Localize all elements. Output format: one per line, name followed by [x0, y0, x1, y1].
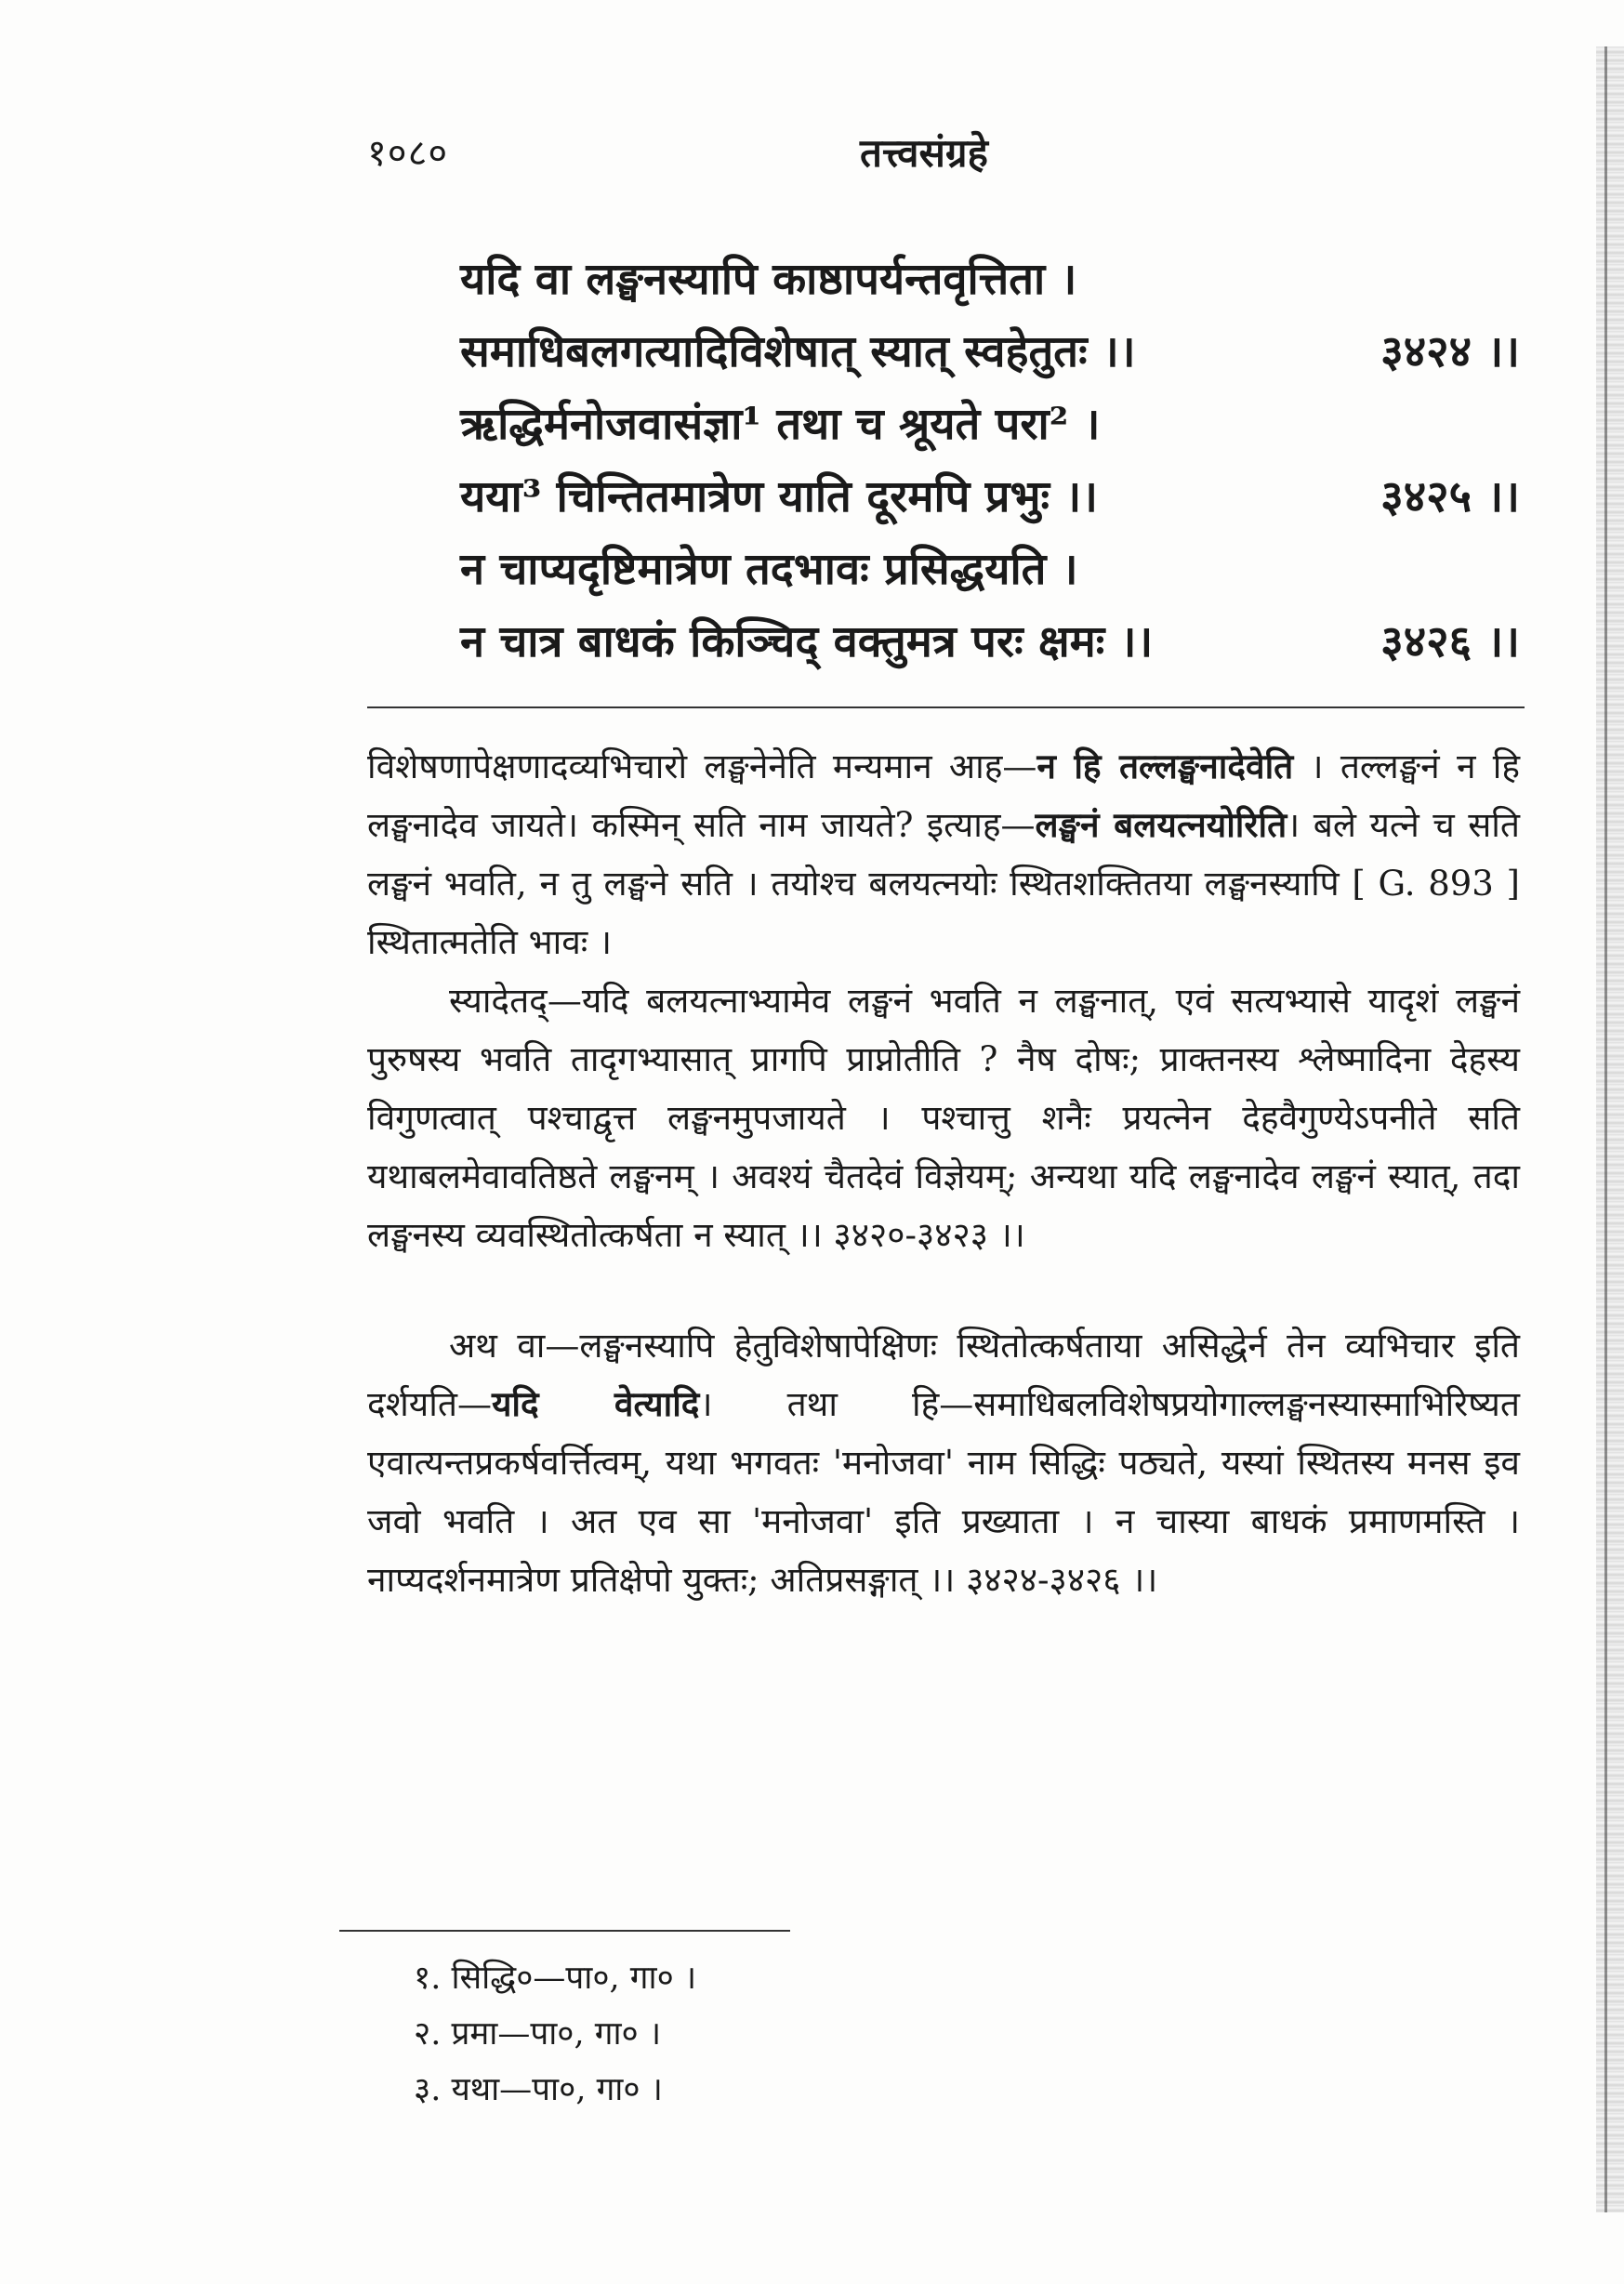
commentary-lemma: लङ्घनं बलयत्नयोरिति [1035, 804, 1287, 845]
running-title: तत्त्वसंग्रहे [860, 130, 988, 176]
commentary-lemma: यदि वेत्यादि [491, 1383, 700, 1424]
commentary-text: स्यादेतद्—यदि बलयत्नाभ्यामेव लङ्घनं भवति न लङ्घनात्, एवं सत्यभ्यासे यादृशं लङ्घनं पुरुषस्य भवति तादृगभ्यासात् प्रागपि प्राप्नोतीति ? नैष दोषः; प्राक्तनस्य श्लेष्मादिना देहस्य विगुणत्वात् पश्चाद्वृत्त लङ्घनमुपजायते । पश्चात्तु शनैः प्रयत्नेन देहवैगुण्येऽपनीते सति यथाबलमेवावतिष्ठते लङ्घनम् । अवश्यं चैतदेवं विज्ञेयम्; अन्यथा यदि लङ्घनादेव लङ्घनं स्यात्, तदा लङ्घनस्य व्यवस्थितोत्कर्षता न स्यात् ।। ३४२०-३४२३ ।। [367, 981, 1520, 1255]
verse-text: ऋद्धिर्मनोजवासंज्ञा¹ तथा च श्रूयते परा² । [460, 399, 1101, 450]
verse-line [460, 244, 1520, 316]
commentary-text: । तथा हि—समाधिबलविशेषप्रयोगाल्लङ्घनस्यास्माभिरिष्यत एवात्यन्तप्रकर्षवर्त्तित्वम्, यथा भगवतः 'मनोजवा' नाम सिद्धिः पठ्यते, यस्यां स्थितस्य मनस इव जवो भवति । अत एव सा 'मनोजवा' इति प्रख्याता । न चास्या बाधकं प्रमाणमस्ति । नाप्यदर्शनमात्रेण प्रतिक्षेपो युक्तः; अतिप्रसङ्गात् ।। ३४२४-३४२६ ।। [367, 1384, 1520, 1600]
verse-separator-rule [367, 706, 1525, 708]
binding-edge [1596, 46, 1624, 2212]
binding-line [1604, 46, 1607, 2212]
verse-text: न चात्र बाधकं किञ्चिद् वक्तुमत्र परः क्षमः ।। [460, 616, 1154, 667]
verse-block [460, 244, 1520, 679]
commentary-text: अथ वा—लङ्घनस्यापि हेतुविशेषापेक्षिणः स्थितोत्कर्षताया असिद्धेर्न तेन व्यभिचार इति दर्शयति— [367, 1326, 1520, 1424]
verse-text: समाधिबलगत्यादिविशेषात् स्यात् स्वहेतुतः ।। [460, 326, 1136, 377]
verse-line [460, 606, 1520, 679]
commentary-paragraph [367, 971, 1520, 1264]
verse-line [460, 461, 1520, 534]
commentary-text: । तल्लङ्घनं न हि लङ्घनादेव जायते। कस्मिन् सति नाम जायते? इत्याह— [367, 746, 1520, 845]
verse-line [460, 316, 1520, 389]
commentary-text: । बले यत्ने च सति लङ्घनं भवति, न तु लङ्घने सति । तयोश्च बलयत्नयोः स्थितशक्तितया लङ्घनस्यापि [ G. 893 ] स्थितात्मतेति भावः । [367, 805, 1520, 962]
verse-number: ३४२६ ।। [1380, 616, 1520, 667]
verse-text: यया³ चिन्तितमात्रेण याति दूरमपि प्रभुः ।। [460, 471, 1098, 522]
commentary-text: विशेषणापेक्षणादव्यभिचारो लङ्घनेनेति मन्यमान आह— [367, 746, 1037, 786]
verse-line [460, 534, 1520, 606]
verse-text: यदि वा लङ्घनस्यापि काष्ठापर्यन्तवृत्तिता । [460, 254, 1077, 305]
commentary-lemma: न हि तल्लङ्घनादेवेति [1036, 746, 1294, 786]
commentary-paragraph [367, 737, 1520, 971]
verse-number: ३४२४ ।। [1380, 326, 1520, 377]
commentary-paragraph [367, 1316, 1520, 1609]
footnote: २. प्रमा—पा०, गा० । [414, 2015, 662, 2053]
footnote: १. सिद्धि०—पा०, गा० । [414, 1960, 697, 1997]
footnote-rule [339, 1930, 790, 1932]
verse-text: न चाप्यदृष्टिमात्रेण तदभावः प्रसिद्धयति । [460, 544, 1078, 595]
verse-number: ३४२५ ।। [1380, 471, 1520, 522]
page-header [367, 125, 1520, 181]
page-number: १०८० [367, 132, 449, 175]
verse-line [460, 389, 1520, 461]
footnotes [414, 1950, 1064, 2118]
footnote: ३. यथा—पा०, गा० । [414, 2071, 663, 2108]
commentary [367, 737, 1520, 1609]
